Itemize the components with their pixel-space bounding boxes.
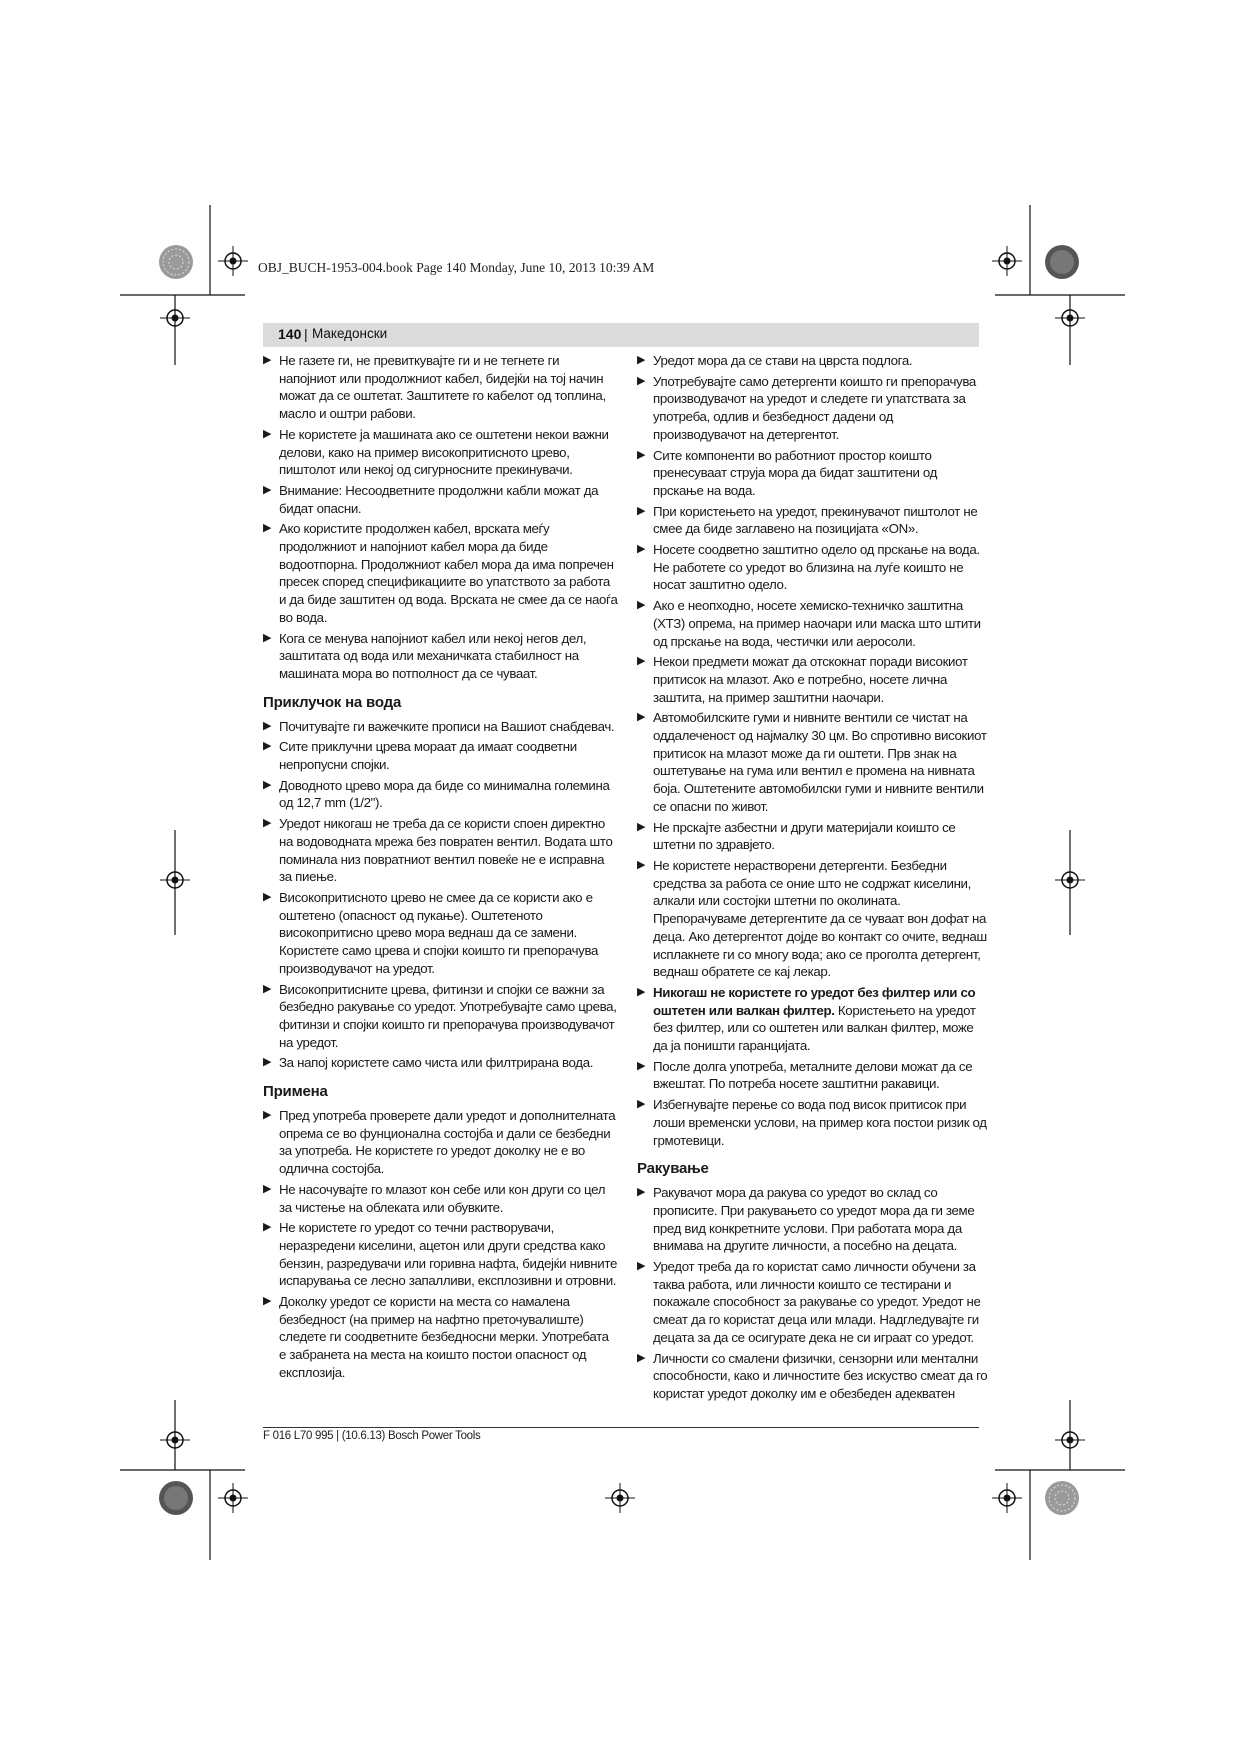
triangle-bullet-icon: ▶ — [637, 711, 646, 724]
list-item-text: После долга употреба, металните делови можат да се вжештат. По потреба носете заштитни ракавици. — [653, 1058, 973, 1092]
left-column — [263, 352, 619, 1385]
list-item — [263, 889, 619, 978]
triangle-bullet-icon: ▶ — [637, 858, 646, 871]
list-item — [637, 447, 989, 500]
list-item-text: Ако е неопходно, носете хемиско-техничко заштитна (ХТЗ) опрема, на пример наочари или маска што штити од прскање на вода, честички или аеросоли. — [653, 598, 981, 649]
triangle-bullet-icon: ▶ — [263, 354, 272, 366]
list-item — [637, 1096, 989, 1149]
list-item — [637, 857, 989, 981]
triangle-bullet-icon: ▶ — [637, 1186, 646, 1199]
list-item-text: Употребувајте само детергенти коишто ги препорачува производувачот на уредот и следете ги упатствата за употреба, одлив и безбедност дадени од производувачот на детергентот. — [653, 373, 976, 442]
list-item-text: Уредот никогаш не треба да се користи споен директно на водоводната мрежа без повратен вентил. Водата што поминала низ повратниот вентил повеќе не е исправна за пиење. — [279, 816, 613, 885]
list-item-text: Внимание: Несоодветните продолжни кабли можат да бидат опасни. — [279, 482, 599, 516]
color-target-icon — [1044, 1480, 1080, 1516]
list-item — [637, 709, 989, 815]
list-item — [263, 630, 619, 683]
registration-mark-icon — [218, 1483, 248, 1513]
list-item — [263, 1107, 619, 1178]
footer-rule — [263, 1427, 979, 1428]
color-target-icon — [158, 1480, 194, 1516]
list-item-text: Носете соодветно заштитно одело од прскање на вода. Не работете со уредот во близина на луѓе коишто не носат заштитно одело. — [653, 542, 980, 593]
registration-mark-icon — [1055, 1425, 1085, 1455]
registration-mark-icon — [992, 1483, 1022, 1513]
list-item-text: При користењето на уредот, прекинувачот пиштолот не смее да биде заглавено на позицијата «ON». — [653, 503, 978, 537]
list-item — [263, 1219, 619, 1290]
list-item-text: Уредот мора да се стави на цврста подлога. — [653, 353, 913, 368]
list-item-text: Избегнувајте перење со вода под висок притисок при лоши временски услови, на пример кога постои ризик од грмотевици. — [653, 1097, 987, 1148]
footer-text: F 016 L70 995 | (10.6.13) Bosch Power Tools — [263, 1430, 481, 1442]
triangle-bullet-icon: ▶ — [637, 655, 646, 668]
triangle-bullet-icon: ▶ — [263, 522, 272, 535]
triangle-bullet-icon: ▶ — [263, 1182, 272, 1195]
list-item — [637, 503, 989, 538]
triangle-bullet-icon: ▶ — [637, 354, 646, 366]
triangle-bullet-icon: ▶ — [263, 740, 272, 753]
triangle-bullet-icon: ▶ — [263, 1221, 272, 1234]
registration-mark-icon — [160, 865, 190, 895]
list-item-text: Сите приклучни црева мораат да имаат соодветни непропусни спојки. — [279, 739, 577, 773]
triangle-bullet-icon: ▶ — [637, 1351, 646, 1364]
list-item-text: Автомобилските гуми и нивните вентили се чистат на оддалеченост од најмалку 30 цм. Во спротивно високиот притисок на млазот може да ги оштети. Прв знак на оштетување на гума или вентил е промена на нивната боја. Оштетените автомобилски гуми и нивните вентили се опасни по живот. — [653, 710, 987, 814]
list-item — [263, 426, 619, 479]
triangle-bullet-icon: ▶ — [637, 543, 646, 556]
list-item-text: Не користете го уредот со течни растворувачи, неразредени киселини, ацетон или други средства како бензин, разредувачи или горивна нафта, бидејќи нивните испарувања се лесно запалливи, експлозивни и отровни. — [279, 1220, 617, 1289]
list-item-text: Не прскајте азбестни и други материјали коишто се штетни по здравјето. — [653, 819, 956, 853]
page-number: 140 — [278, 326, 302, 342]
triangle-bullet-icon: ▶ — [263, 719, 272, 732]
triangle-bullet-icon: ▶ — [263, 778, 272, 791]
triangle-bullet-icon: ▶ — [263, 427, 272, 440]
list-item-text: Не насочувајте го млазот кон себе или кон други со цел за чистење на облеката или обувките. — [279, 1181, 606, 1215]
triangle-bullet-icon: ▶ — [637, 599, 646, 612]
list-item — [637, 352, 989, 370]
list-item-text: Пред употреба проверете дали уредот и дополнителната опрема се во фунционална состојба и дали се безбедни за употреба. Не користете го уредот доколку не е во одлична состојба. — [279, 1108, 616, 1177]
header-separator: | — [304, 326, 308, 342]
triangle-bullet-icon: ▶ — [263, 631, 272, 644]
list-item — [637, 1258, 989, 1347]
registration-mark-icon — [218, 246, 248, 276]
section-heading: Ракување — [637, 1160, 709, 1178]
warning-text: Користењето на уредот без филтер, или со оштетен или валкан филтер, може да ја поништи гаранцијата. — [653, 1002, 976, 1054]
triangle-bullet-icon: ▶ — [263, 483, 272, 496]
list-item — [637, 373, 989, 444]
color-target-icon — [158, 244, 194, 280]
list-item — [263, 815, 619, 886]
registration-mark-icon — [160, 1425, 190, 1455]
triangle-bullet-icon: ▶ — [637, 985, 646, 998]
list-item — [263, 1181, 619, 1216]
triangle-bullet-icon: ▶ — [263, 1056, 272, 1069]
triangle-bullet-icon: ▶ — [263, 982, 272, 995]
list-item — [637, 984, 989, 1055]
list-item — [263, 1293, 619, 1382]
triangle-bullet-icon: ▶ — [263, 1109, 272, 1122]
list-item — [637, 819, 989, 854]
list-item — [637, 653, 989, 706]
list-item-text: Почитувајте ги важечките прописи на Вашиот снабдевач. — [279, 718, 615, 734]
list-item — [637, 1184, 989, 1255]
list-item-text: Доколку уредот се користи на места со намалена безбедност (на пример на нафтно преточувалиште) следете ги соодветните безбедносни мерки. Употребата е забранета на места на коишто постои опасност од експлозија. — [279, 1294, 609, 1380]
triangle-bullet-icon: ▶ — [263, 890, 272, 903]
list-item-text: Некои предмети можат да отскокнат поради високиот притисок на млазот. Ако е потребно, носете лична заштита, на пример заштитни наочари. — [653, 654, 968, 705]
list-item — [263, 777, 619, 812]
list-item — [637, 541, 989, 594]
list-item — [637, 597, 989, 650]
registration-mark-icon — [1055, 865, 1085, 895]
list-item — [263, 352, 619, 423]
list-item — [263, 738, 619, 773]
triangle-bullet-icon: ▶ — [637, 374, 646, 387]
registration-mark-icon — [605, 1483, 635, 1513]
list-item-text: Кога се менува напојниот кабел или некој негов дел, заштитата од вода или механичката стабилност на машината мора во потполност да се чуваат. — [279, 630, 587, 681]
triangle-bullet-icon: ▶ — [637, 1059, 646, 1072]
list-item — [263, 520, 619, 626]
list-item-text: Уредот треба да го користат само личности обучени за таква работа, или личности коишто се тестирани и покажале способност за ракување со уредот. Уредот не смеат да го користат деца или млади. Надгледувајте ги децата за да се осигурате дека не си играат со уредот. — [653, 1259, 981, 1345]
list-item — [263, 1054, 619, 1072]
triangle-bullet-icon: ▶ — [637, 820, 646, 833]
list-item-text: Сите компоненти во работниот простор коишто пренесуваат струја мора да бидат заштитени од прскање на вода. — [653, 447, 938, 498]
triangle-bullet-icon: ▶ — [263, 817, 272, 830]
section-heading: Приклучок на вода — [263, 693, 402, 711]
list-item-text: Високопритисните црева, фитинзи и спојки се важни за безбедно ракување со уредот. Употребувајте само црева, фитинзи и спојки коишто ги препорачува производувачот на уредот. — [279, 981, 617, 1050]
warning-bold-text: Никогаш не користете го уредот без филтер или со оштетен или валкан филтер. — [653, 984, 976, 1018]
registration-mark-icon — [160, 303, 190, 333]
page-language: Македонски — [312, 326, 388, 341]
list-item — [637, 1058, 989, 1093]
list-item — [263, 981, 619, 1052]
registration-mark-icon — [1055, 303, 1085, 333]
print-info: OBJ_BUCH-1953-004.book Page 140 Monday, June 10, 2013 10:39 AM — [258, 260, 655, 275]
list-item-text: Високопритисното црево не смее да се користи ако е оштетено (опасност од пукање). Оштетеното високопритисно црево мора веднаш да се замени. Користете само црева и спојки коишто ги препорачува производувачот на уредот. — [279, 889, 599, 976]
list-item-text: За напој користете само чиста или филтрирана вода. — [279, 1055, 594, 1071]
list-item-text: Доводното црево мора да биде со минимална големина од 12,7 mm (1/2"). — [279, 777, 610, 811]
triangle-bullet-icon: ▶ — [637, 1260, 646, 1273]
list-item — [263, 482, 619, 517]
list-item — [263, 718, 619, 736]
list-item-text: Ракувачот мора да ракува со уредот во склад со прописите. При ракувањето со уредот мора да ги земе пред вид конкретните услови. При работата мора да внимава на другите личности, а посебно на децата. — [653, 1185, 975, 1254]
list-item-text: Ако користите продолжен кабел, врската меѓу продолжниот и напојниот кабел мора да биде водоотпорна. Продолжниот кабел мора да има попречен пресек според спецификациите во упатството за работа и да биде заштитен од вода. Врската не смее да се наоѓа во вода. — [279, 521, 618, 625]
list-item — [637, 1350, 989, 1403]
list-item-text: Личности со смалени физички, сензорни или ментални способности, како и личностите без искуство смеат да го користат уредот доколку им е обезбеден адекватен — [653, 1350, 988, 1401]
list-item-text: Не газете ги, не превиткувајте ги и не тегнете ги напојниот или продолжниот кабел, бидејќи на тој начин можат да се оштетат. Заштитете го кабелот од топлина, масло и оштри рабови. — [279, 353, 606, 422]
triangle-bullet-icon: ▶ — [637, 1098, 646, 1111]
registration-mark-icon — [992, 246, 1022, 276]
triangle-bullet-icon: ▶ — [263, 1295, 272, 1308]
triangle-bullet-icon: ▶ — [637, 504, 646, 517]
color-target-icon — [1044, 244, 1080, 280]
right-column — [637, 352, 989, 1406]
list-item-text: Не користете нерастворени детергенти. Безбедни средства за работа се оние што не содржат киселини, алкали или состојки штетни по околината. Препорачуваме детергентите да се чуваат вон дофат на деца. Ако детергентот дојде во контакт со очите, веднаш исплакнете ги со многу вода; ако се проголта детергент, веднаш обратете се кај лекар. — [653, 857, 987, 980]
section-heading: Примена — [263, 1083, 328, 1101]
triangle-bullet-icon: ▶ — [637, 448, 646, 461]
list-item-text: Не користете ја машината ако се оштетени некои важни делови, како на пример високопритисното црево, пиштолот или некој од сигурносните прекинувачи. — [279, 426, 609, 478]
